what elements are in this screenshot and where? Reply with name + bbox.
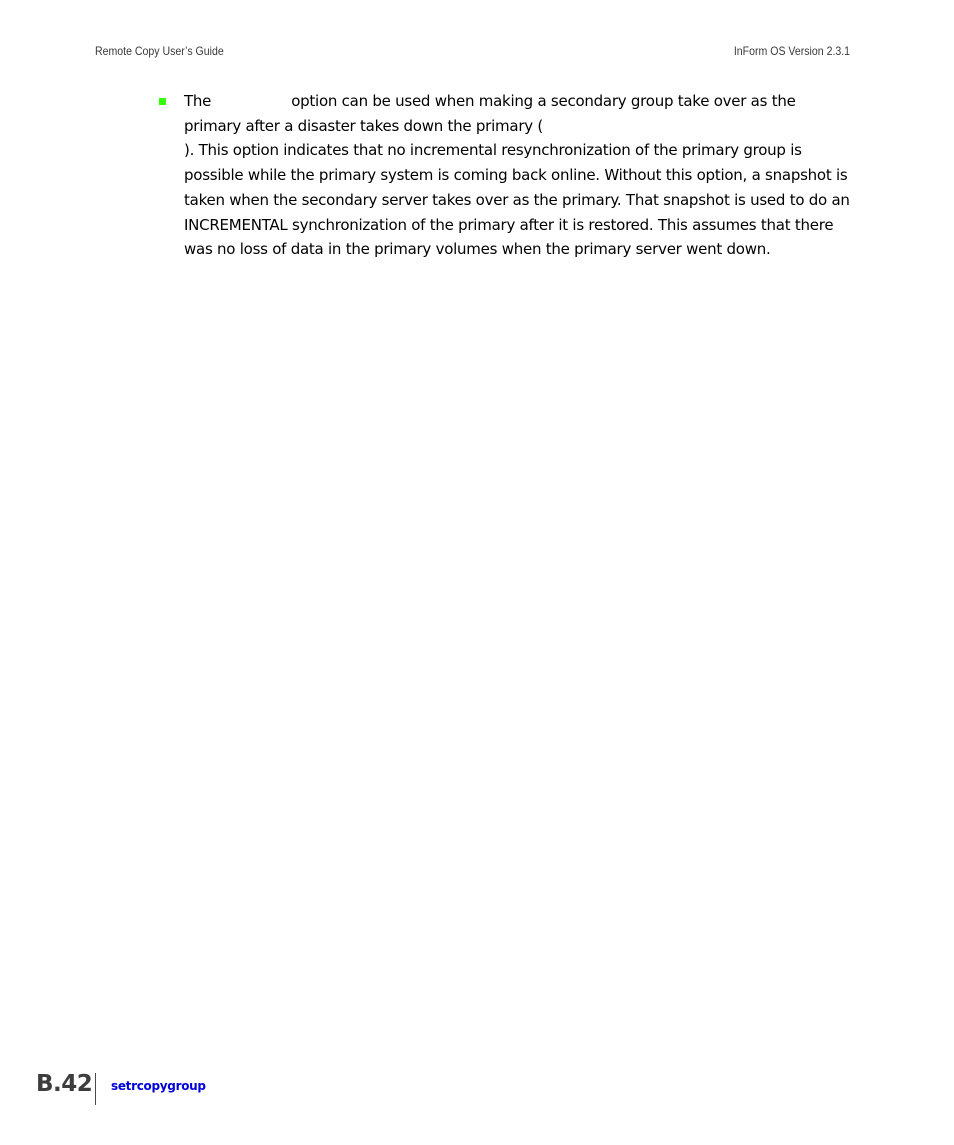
bullet-paragraph <box>184 89 856 262</box>
paragraph-text-middle: option can be used when making a secondary group take over as the primary after a disaster takes down the primary ( <box>184 92 796 135</box>
running-header-version: InForm OS Version 2.3.1 <box>733 44 850 58</box>
paragraph-text-start: The <box>184 92 216 110</box>
page-number: B.42 <box>36 1071 93 1097</box>
paragraph-text-end: ). This option indicates that no incremental resynchronization of the primary group is possible while the primary system is coming back online. Without this option, a snapshot is taken when the secondary server takes over as the primary. That snapshot is used to do an INCREMENTAL synchronization of the primary after it is restored. This assumes that there was no loss of data in the primary volumes when the primary server went down. <box>184 141 850 259</box>
square-bullet-icon <box>159 98 166 105</box>
section-link-setrcopygroup[interactable]: setrcopygroup <box>111 1079 206 1093</box>
running-header-title: Remote Copy User’s Guide <box>95 44 224 58</box>
footer-divider <box>95 1073 96 1105</box>
